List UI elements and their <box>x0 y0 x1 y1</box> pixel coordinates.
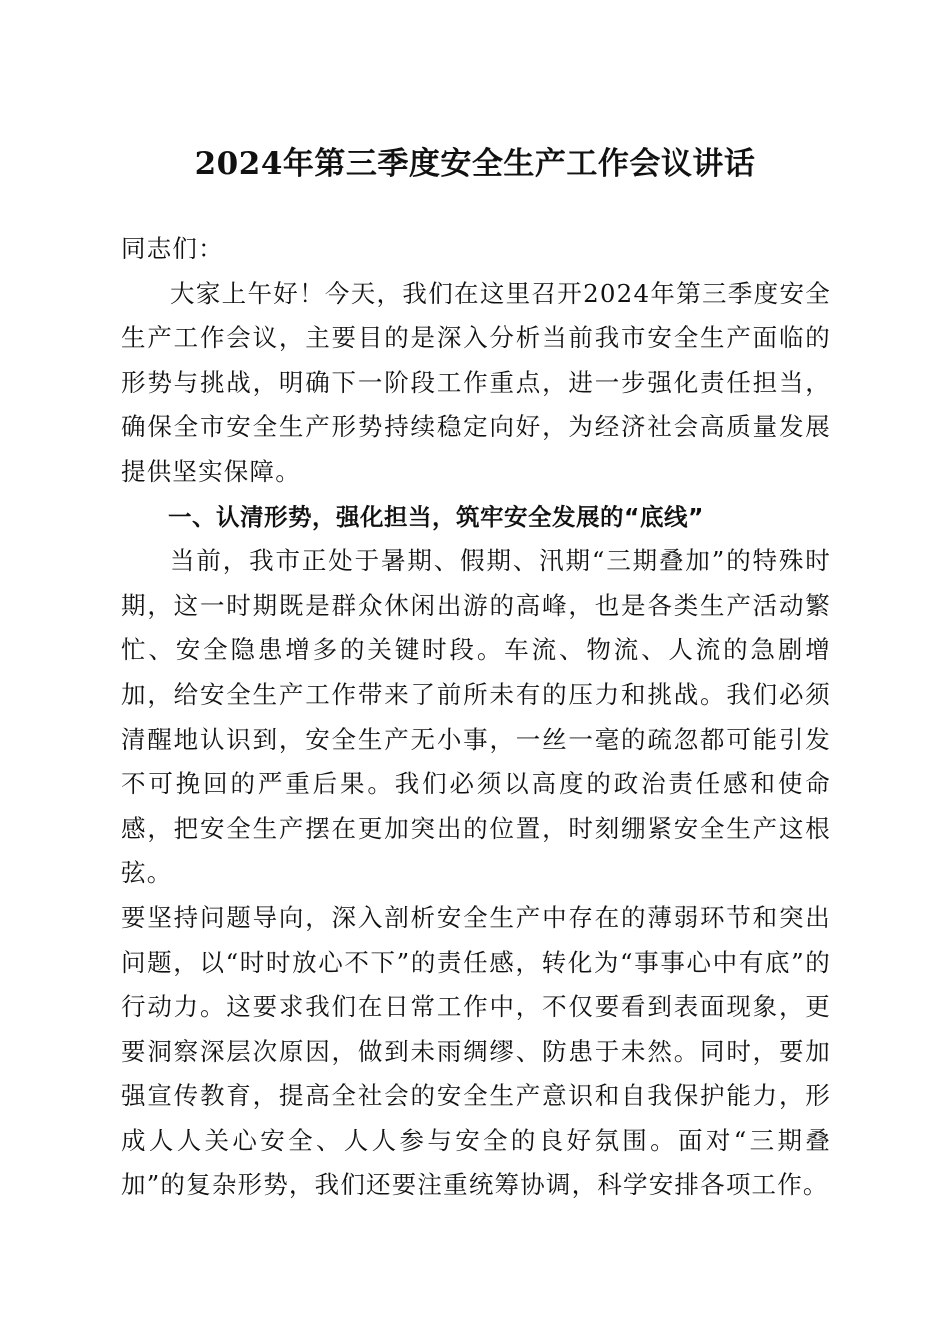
paragraph-problem-orientation: 要坚持问题导向，深入剖析安全生产中存在的薄弱环节和突出问题，以“时时放心不下”的责任感，转化为“事事心中有底”的行动力。这要求我们在日常工作中，不仅要看到表面现象，更要洞察深层次原因，做到未雨绸缪、防患于未然。同时，要加强宣传教育，提高全社会的安全生产意识和自我保护能力，形成人人关心安全、人人参与安全的良好氛围。面对“三期叠加”的复杂形势，我们还要注重统筹协调，科学安排各项工作。 <box>121 902 831 1200</box>
document-body <box>121 227 831 1208</box>
section-heading-1: 一、认清形势，强化担当，筑牢安全发展的“底线” <box>168 502 704 531</box>
paragraph-opening: 大家上午好！今天，我们在这里召开2024年第三季度安全生产工作会议，主要目的是深入分析当前我市安全生产面临的形势与挑战，明确下一阶段工作重点，进一步强化责任担当，确保全市安全生产形势持续稳定向好，为经济社会高质量发展提供坚实保障。 <box>121 278 831 486</box>
salutation: 同志们： <box>121 234 224 263</box>
paragraph-situation: 当前，我市正处于暑期、假期、汛期“三期叠加”的特殊时期，这一时期既是群众休闲出游的高峰，也是各类生产活动繁忙、安全隐患增多的关键时段。车流、物流、人流的急剧增加，给安全生产工作带来了前所未有的压力和挑战。我们必须清醒地认识到，安全生产无小事，一丝一毫的疏忽都可能引发不可挽回的严重后果。我们必须以高度的政治责任感和使命感，把安全生产摆在更加突出的位置，时刻绷紧安全生产这根弦。 <box>121 546 831 888</box>
document-title: 2024年第三季度安全生产工作会议讲话 <box>194 146 756 182</box>
